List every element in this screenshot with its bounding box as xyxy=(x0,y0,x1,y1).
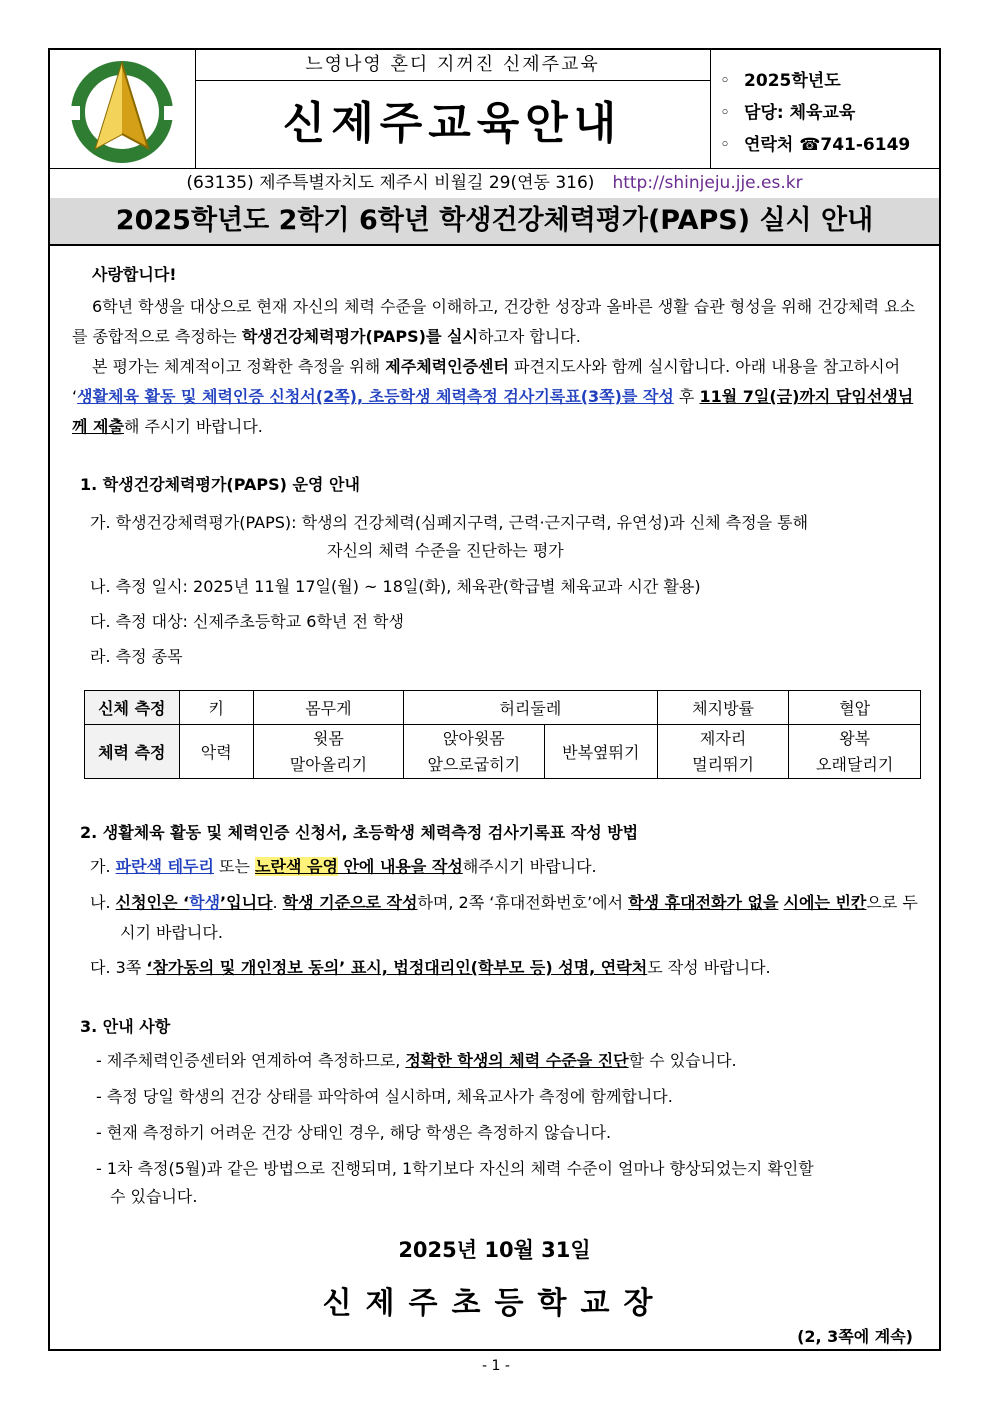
section-1-item-da: 다. 측정 대상: 신제주초등학교 6학년 전 학생 xyxy=(90,612,404,631)
section-2-item-ga: 가. 파란색 테두리 또는 노란색 음영 안에 내용을 작성해주시기 바랍니다. xyxy=(90,857,597,876)
table-cell: 앉아윗몸 앞으로굽히기 xyxy=(403,725,544,779)
section-3-item-2: - 측정 당일 학생의 건강 상태를 파악하여 실시하며, 체육교사가 측정에 함께합니다. xyxy=(96,1087,673,1106)
info-dept: ◦ 담당: 체육교육 xyxy=(720,103,856,123)
section-1-item-ra: 라. 측정 종목 xyxy=(90,647,183,666)
section-1-item-ga-cont: 자신의 체력 수준을 진단하는 평가 xyxy=(327,541,564,560)
info-contact: ◦ 연락처 ☎741-6149 xyxy=(720,135,911,155)
row-header-body: 신체 측정 xyxy=(85,691,180,725)
continued-note: (2, 3쪽에 계속) xyxy=(797,1327,913,1346)
section-3-item-4: - 1차 측정(5월)과 같은 방법으로 진행되며, 1학기보다 자신의 체력 수준이 얼마나 향상되었는지 확인할 xyxy=(96,1159,814,1178)
table-cell: 제자리 멀리뛰기 xyxy=(657,725,789,779)
school-url[interactable]: http://shinjeju.jje.es.kr xyxy=(612,173,803,193)
intro-paragraph-2: 본 평가는 체계적이고 정확한 측정을 위해 제주체력인증센터 파견지도사와 함께 실시합니다. 아래 내용을 참고하시어 ‘생활체육 활동 및 체력인증 신청서(2쪽), 초등학생 체력측정 검사기록표(3쪽)를 작성 후 11월 7일(금)까지 담임선생님께 제출해 주시기 바랍니다. xyxy=(72,357,914,436)
table-cell: 윗몸 말아올리기 xyxy=(253,725,403,779)
info-cell xyxy=(710,50,943,168)
section-2-item-na: 나. 신청인은 ‘학생’입니다. 학생 기준으로 작성하며, 2쪽 ‘휴대전화번호’에서 학생 휴대전화가 없을 시에는 빈칸으로 두시기 바랍니다. xyxy=(90,893,918,942)
table-cell: 악력 xyxy=(179,725,253,779)
page-number: - 1 - xyxy=(482,1358,510,1374)
section-2-item-da: 다. 3쪽 ‘참가동의 및 개인정보 동의’ 표시, 법정대리인(학부모 등) 성명, 연락처도 작성 바랍니다. xyxy=(90,958,771,977)
issue-date: 2025년 10월 31일 xyxy=(398,1238,591,1262)
table-cell: 체지방률 xyxy=(657,691,789,725)
info-year: ◦ 2025학년도 xyxy=(720,71,841,91)
table-cell: 혈압 xyxy=(789,691,921,725)
address-bar xyxy=(50,168,939,199)
table-cell: 몸무게 xyxy=(253,691,403,725)
logo-cell xyxy=(50,50,196,168)
title-cell xyxy=(195,50,711,168)
address: (63135) 제주특별자치도 제주시 비월길 29(연동 316) xyxy=(186,173,595,193)
table-cell: 키 xyxy=(179,691,253,725)
section-3-item-3: - 현재 측정하기 어려운 건강 상태인 경우, 해당 학생은 측정하지 않습니다. xyxy=(96,1123,612,1142)
section-3-heading: 3. 안내 사항 xyxy=(80,1017,171,1036)
intro-paragraph-1: 6학년 학생을 대상으로 현재 자신의 체력 수준을 이해하고, 건강한 성장과 올바른 생활 습관 형성을 위해 건강체력 요소를 종합적으로 측정하는 학생건강체력평가(PAPS)를 실시하고자 합니다. xyxy=(72,297,916,346)
school-logo-icon xyxy=(50,50,195,168)
table-row xyxy=(85,691,921,725)
table-row xyxy=(85,725,921,779)
document-frame xyxy=(48,48,941,1351)
section-1-item-na: 나. 측정 일시: 2025년 11월 17일(월) ~ 18일(화), 체육관(학급별 체육교과 시간 활용) xyxy=(90,577,701,596)
newsletter-title: 신제주교육안내 xyxy=(282,98,623,149)
section-1-heading: 1. 학생건강체력평가(PAPS) 운영 안내 xyxy=(80,475,360,494)
measurement-table xyxy=(84,690,921,779)
table-cell: 왕복 오래달리기 xyxy=(789,725,921,779)
section-1-item-ga: 가. 학생건강체력평가(PAPS): 학생의 건강체력(심폐지구력, 근력·근지구력, 유연성)과 신체 측정을 통해 xyxy=(90,513,809,532)
document-title: 2025학년도 2학기 6학년 학생건강체력평가(PAPS) 실시 안내 xyxy=(50,198,939,246)
table-cell: 허리둘레 xyxy=(403,691,657,725)
table-cell: 반복옆뛰기 xyxy=(544,725,657,779)
header xyxy=(50,50,939,169)
greeting: 사랑합니다! xyxy=(92,265,177,284)
signer: 신제주초등학교장 xyxy=(322,1286,667,1321)
section-2-heading: 2. 생활체육 활동 및 체력인증 신청서, 초등학생 체력측정 검사기록표 작성 방법 xyxy=(80,823,639,842)
section-3-item-4-cont: 수 있습니다. xyxy=(110,1187,198,1206)
section-3-item-1: - 제주체력인증센터와 연계하여 측정하므로, 정확한 학생의 체력 수준을 진단할 수 있습니다. xyxy=(96,1051,737,1070)
row-header-fitness: 체력 측정 xyxy=(85,725,180,779)
motto: 느영나영 혼디 지꺼진 신제주교육 xyxy=(195,50,710,81)
